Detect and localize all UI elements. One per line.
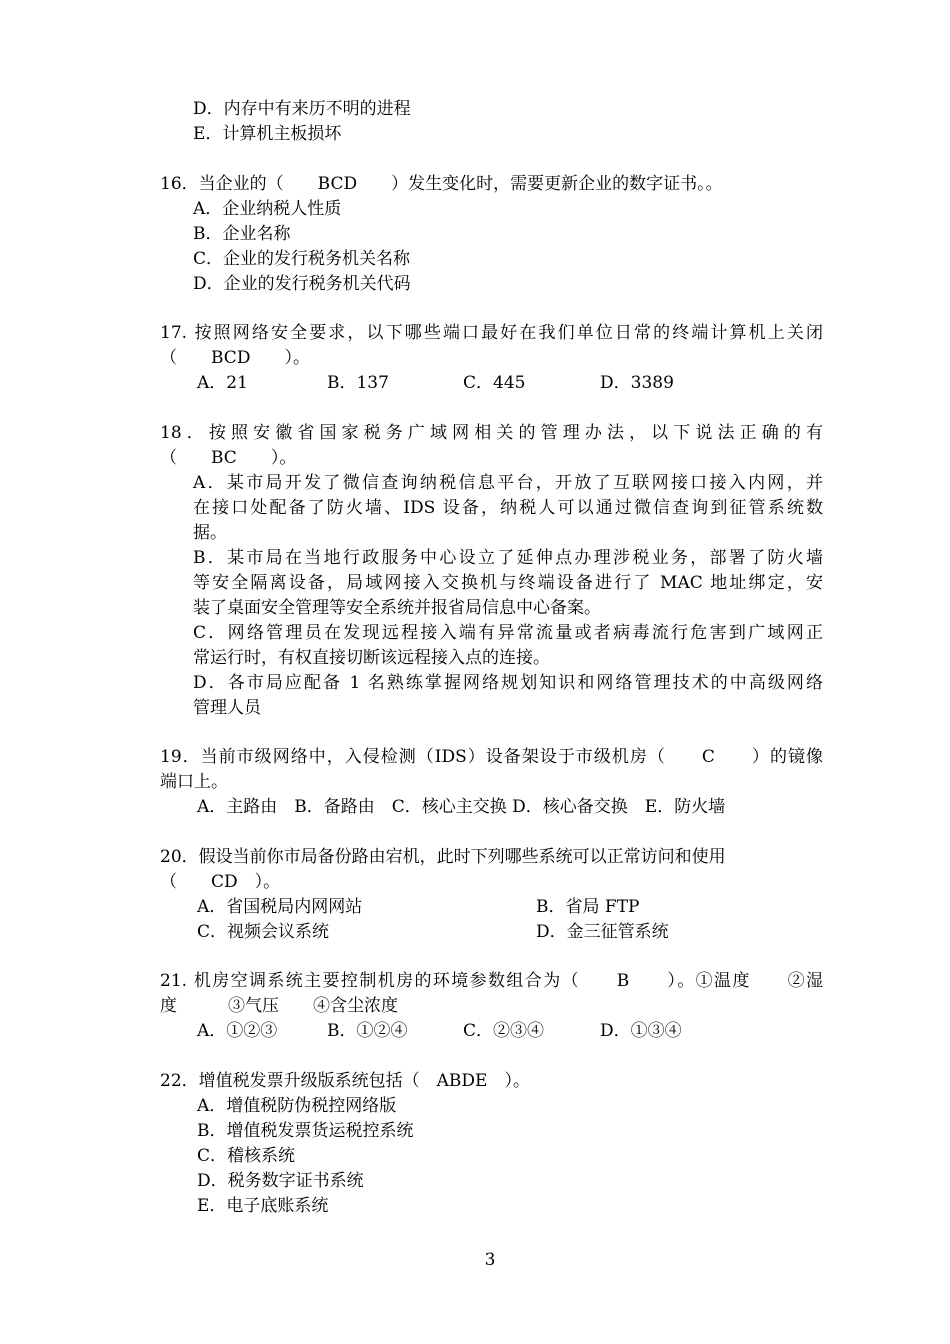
q22-stem: 22．增值税发票升级版系统包括（ ABDE ）。 <box>160 1071 530 1091</box>
q19-options: A．主路由 B．备路由 C．核心主交换 D．核心备交换 E．防火墙 <box>197 797 726 817</box>
q18-option-b-line1: B．某市局在当地行政服务中心设立了延伸点办理涉税业务，部署了防火墙 <box>193 548 823 568</box>
q15-option-d: D．内存中有来历不明的进程 <box>193 99 411 119</box>
q20-option-a: A．省国税局内网网站 <box>197 897 363 917</box>
q18-stem-line1: 18．按照安徽省国家税务广域网相关的管理办法，以下说法正确的有 <box>160 423 823 443</box>
q18-option-d-line1: D．各市局应配备 1 名熟练掌握网络规划知识和网络管理技术的中高级网络 <box>193 673 823 693</box>
q21-option-c: C．②③④ <box>463 1021 545 1041</box>
q19-stem-line2: 端口上。 <box>160 772 228 792</box>
q16-option-c: C．企业的发行税务机关名称 <box>193 249 411 269</box>
q21-option-a: A．①②③ <box>197 1021 278 1041</box>
q19-stem-line1: 19．当前市级网络中，入侵检测（IDS）设备架设于市级机房（ C ）的镜像 <box>160 747 823 767</box>
q16-option-b: B．企业名称 <box>193 224 291 244</box>
q21-option-d: D．①③④ <box>600 1021 682 1041</box>
q17-stem-line2: （ BCD ）。 <box>160 348 310 368</box>
q21-option-b: B．①②④ <box>327 1021 408 1041</box>
q21-stem-line2: 度 ③气压 ④含尘浓度 <box>160 996 398 1016</box>
q18-option-b-line3: 装了桌面安全管理等安全系统并报省局信息中心备案。 <box>193 598 601 618</box>
q18-stem-line2: （ BC ）。 <box>160 448 297 468</box>
q22-option-a: A．增值税防伪税控网络版 <box>197 1096 397 1116</box>
q20-option-b: B．省局 FTP <box>536 897 640 917</box>
q20-stem-line2: （ CD ）。 <box>160 872 281 892</box>
q17-stem-line1: 17. 按照网络安全要求，以下哪些端口最好在我们单位日常的终端计算机上关闭 <box>160 323 823 343</box>
q16-stem: 16．当企业的（ BCD ）发生变化时，需要更新企业的数字证书。。 <box>160 174 723 194</box>
q17-option-d: D．3389 <box>600 373 674 393</box>
q17-option-b: B．137 <box>327 373 389 393</box>
q22-option-b: B．增值税发票货运税控系统 <box>197 1121 414 1141</box>
q15-option-e: E．计算机主板损坏 <box>193 124 342 144</box>
q20-stem-line1: 20．假设当前你市局备份路由宕机，此时下列哪些系统可以正常访问和使用 <box>160 847 726 867</box>
q18-option-a-line3: 据。 <box>193 523 227 543</box>
q17-option-a: A．21 <box>197 373 248 393</box>
q18-option-a-line1: A．某市局开发了微信查询纳税信息平台，开放了互联网接口接入内网，并 <box>193 473 823 493</box>
q18-option-d-line2: 管理人员 <box>193 698 261 718</box>
q21-stem-line1: 21. 机房空调系统主要控制机房的环境参数组合为（ B ）。①温度 ②湿 <box>160 971 823 991</box>
q18-option-b-line2: 等安全隔离设备，局域网接入交换机与终端设备进行了 MAC 地址绑定，安 <box>193 573 823 593</box>
q22-option-c: C．稽核系统 <box>197 1146 296 1166</box>
page-number: 3 <box>484 1250 496 1270</box>
q17-option-c: C．445 <box>463 373 526 393</box>
q18-option-c-line2: 常运行时，有权直接切断该远程接入点的连接。 <box>193 648 550 668</box>
q18-option-c-line1: C．网络管理员在发现远程接入端有异常流量或者病毒流行危害到广域网正 <box>193 623 823 643</box>
q22-option-d: D．税务数字证书系统 <box>197 1171 364 1191</box>
q16-option-a: A．企业纳税人性质 <box>193 199 342 219</box>
q16-option-d: D．企业的发行税务机关代码 <box>193 274 411 294</box>
q22-option-e: E．电子底账系统 <box>197 1196 329 1216</box>
q20-option-c: C．视频会议系统 <box>197 922 330 942</box>
q18-option-a-line2: 在接口处配备了防火墙、IDS 设备，纳税人可以通过微信查询到征管系统数 <box>193 498 823 518</box>
q20-option-d: D．金三征管系统 <box>536 922 669 942</box>
